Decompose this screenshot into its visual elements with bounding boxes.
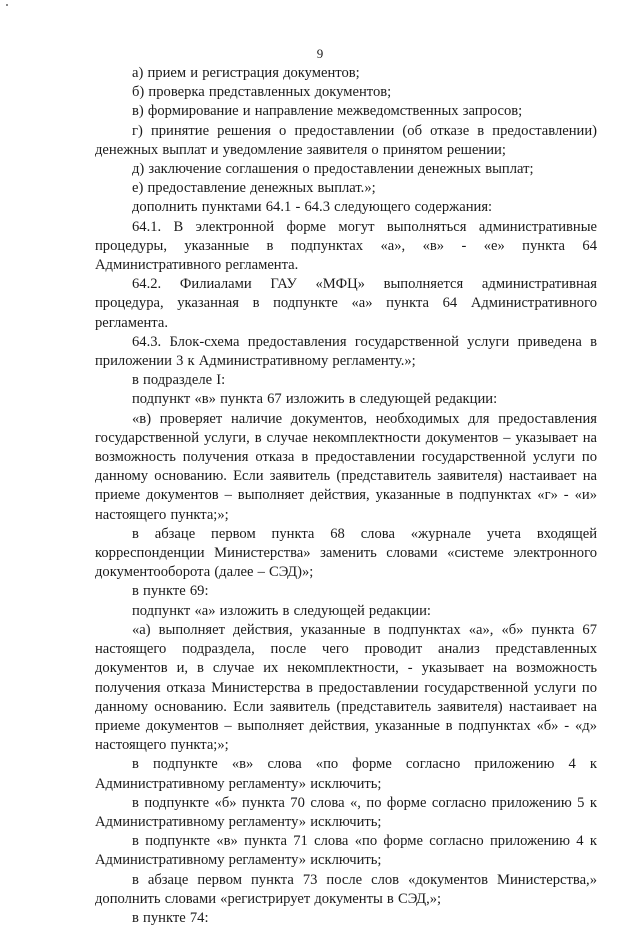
paragraph: г) принятие решения о предоставлении (об отказе в предоставлении) денежных выплат и уведомление заявителя о принятом решении;: [95, 122, 597, 158]
paragraph: в пункте 69:: [132, 583, 209, 600]
document-body: [95, 64, 597, 928]
paragraph: в абзаце первом пункта 73 после слов «документов Министерства,» дополнить словами «регистрирует документы в СЭД,»;: [95, 871, 597, 907]
paragraph: в) формирование и направление межведомственных запросов;: [132, 103, 523, 120]
paragraph: в абзаце первом пункта 68 слова «журнале учета входящей корреспонденции Министерства» заменить словами «системе электронного документооборота (далее – СЭД)»;: [95, 525, 597, 581]
paragraph: б) проверка представленных документов;: [132, 84, 392, 101]
paragraph: е) предоставление денежных выплат.»;: [132, 180, 376, 197]
paragraph: в подразделе I:: [132, 372, 226, 389]
paragraph: в подпункте «в» слова «по форме согласно приложению 4 к Административному регламенту» исключить;: [95, 756, 597, 792]
paragraph: 64.3. Блок-схема предоставления государственной услуги приведена в приложении 3 к Административному регламенту.»;: [95, 333, 597, 370]
paragraph: а) прием и регистрация документов;: [132, 65, 360, 81]
page-number: 9: [316, 46, 324, 61]
paragraph: д) заключение соглашения о предоставлении денежных выплат;: [132, 161, 534, 178]
paragraph: подпункт «а» изложить в следующей редакции:: [132, 602, 431, 619]
paragraph: «в) проверяет наличие документов, необходимых для предоставления государственной услуги, в случае некомплектности документов – указывает на возможность получения отказа в предоставлении государственной услуги по данному основанию. Если заявитель (представитель заявителя) настаивает на приеме документов – выполняет действия, указанные в подпунктах «г» - «и» настоящего пункта;»;: [95, 410, 597, 523]
paragraph: дополнить пунктами 64.1 - 64.3 следующего содержания:: [132, 199, 493, 216]
paragraph: в пункте 74:: [132, 909, 209, 926]
paragraph: подпункт «в» пункта 67 изложить в следующей редакции:: [132, 391, 498, 408]
paragraph: 64.2. Филиалами ГАУ «МФЦ» выполняется административная процедура, указанная в подпункте «а» пункта 64 Административного регламента.: [95, 276, 597, 331]
paragraph: «а) выполняет действия, указанные в подпунктах «а», «б» пункта 67 настоящего подраздела, после чего проводит анализ представленных документов и, в случае их некомплектности, - указывает на возможность получения отказа Министерства в предоставлении государственной услуги по данному основанию. Если заявитель (представитель заявителя) настаивает на приеме документов – выполняет действия, указанные в подпунктах «б» - «д» настоящего пункта;»;: [95, 621, 597, 754]
paragraph: в подпункте «б» пункта 70 слова «, по форме согласно приложению 5 к Административному регламенту» исключить;: [95, 794, 597, 830]
paragraph: в подпункте «в» пункта 71 слова «по форме согласно приложению 4 к Административному регламенту» исключить;: [95, 833, 597, 869]
paragraph: 64.1. В электронной форме могут выполняться административные процедуры, указанные в подпунктах «а», «в» - «е» пункта 64 Административного регламента.: [95, 218, 597, 274]
scan-mark: [6, 4, 8, 6]
